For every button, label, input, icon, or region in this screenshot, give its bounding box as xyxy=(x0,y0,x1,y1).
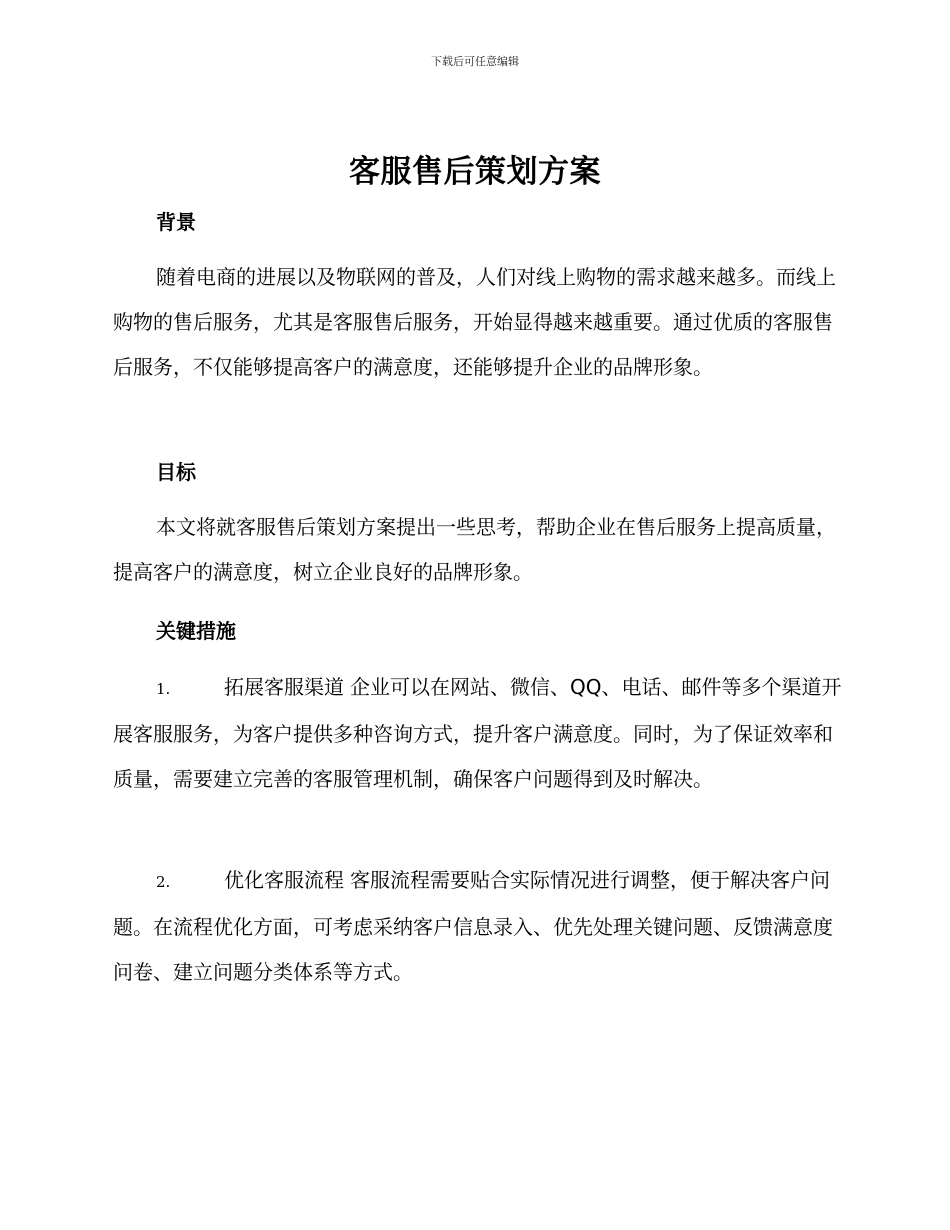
list-item-body: 客服流程需要贴合实际情况进行调整，便于解决客户问题。在流程优化方面，可考虑采纳客户信息录入、优先处理关键问题、反馈满意度问卷、建立问题分类体系等方式。 xyxy=(113,868,833,984)
list-item-number: 1. xyxy=(156,680,171,698)
section-heading-goal: 目标 xyxy=(156,460,196,484)
list-item-title: 优化客服流程 xyxy=(224,868,344,892)
section-heading-measures: 关键措施 xyxy=(156,619,236,643)
list-item-title: 拓展客服渠道 xyxy=(224,675,344,699)
paragraph-goal: 本文将就客服售后策划方案提出一些思考，帮助企业在售后服务上提高质量，提高客户的满意度，树立企业良好的品牌形象。 xyxy=(113,515,836,584)
section-heading-background: 背景 xyxy=(156,210,196,234)
paragraph-background: 随着电商的进展以及物联网的普及，人们对线上购物的需求越来越多。而线上购物的售后服务，尤其是客服售后服务，开始显得越来越重要。通过优质的客服售后服务，不仅能够提高客户的满意度，还能够提升企业的品牌形象。 xyxy=(113,265,836,379)
list-item xyxy=(113,665,843,802)
list-item-number: 2. xyxy=(156,873,171,891)
header-note: 下载后可任意编辑 xyxy=(431,55,519,68)
list-item xyxy=(113,858,843,995)
document-title: 客服售后策划方案 xyxy=(349,154,601,190)
list-item-body: 企业可以在网站、微信、QQ、电话、邮件等多个渠道开展客服服务，为客户提供多种咨询方式，提升客户满意度。同时，为了保证效率和质量，需要建立完善的客服管理机制，确保客户问题得到及时解决。 xyxy=(113,675,842,791)
